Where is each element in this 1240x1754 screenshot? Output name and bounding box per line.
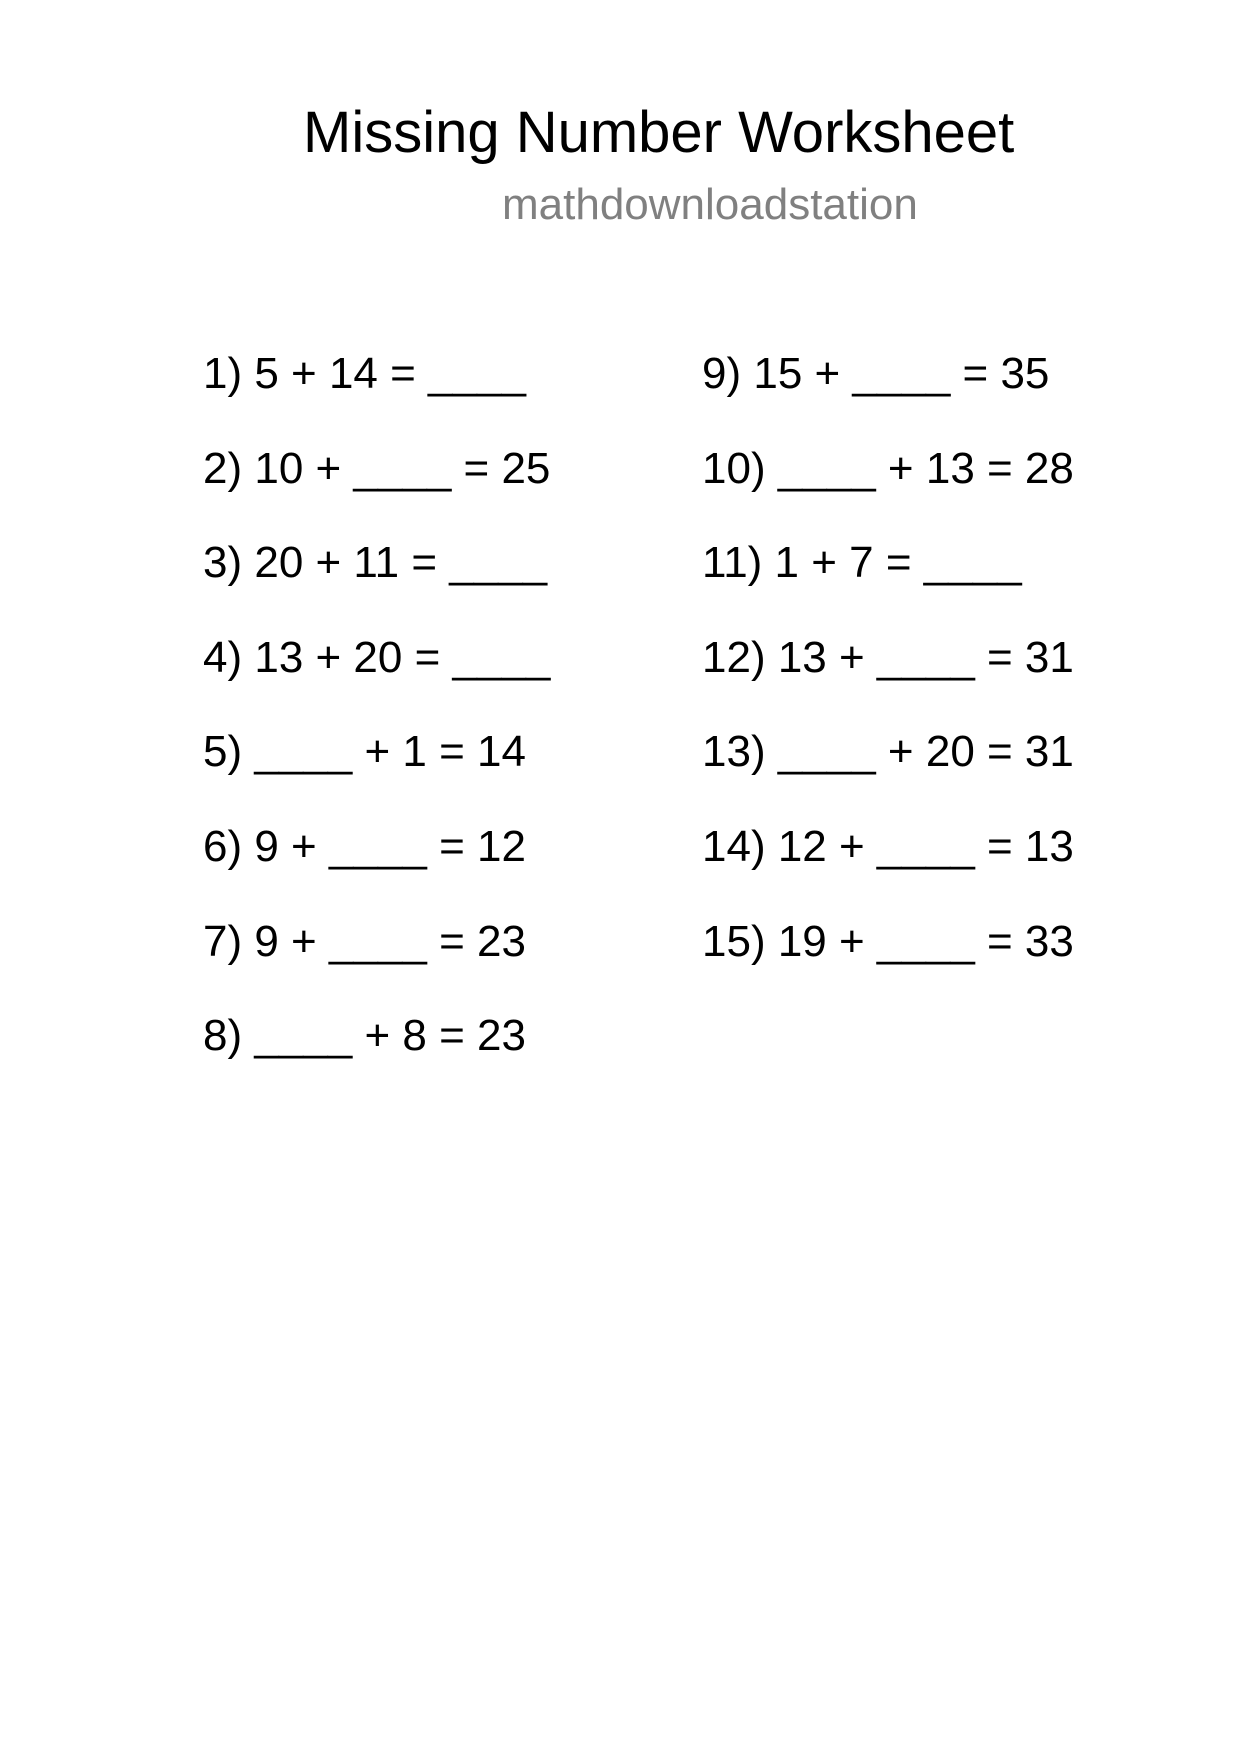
- problem-8: 8) ____ + 8 = 23: [203, 1011, 526, 1061]
- problem-10: 10) ____ + 13 = 28: [702, 443, 1074, 493]
- problem-3: 3) 20 + 11 = ____: [203, 538, 548, 588]
- worksheet-title: Missing Number Worksheet: [303, 100, 1015, 165]
- problem-1: 1) 5 + 14 = ____: [203, 349, 526, 398]
- problem-6: 6) 9 + ____ = 12: [203, 821, 526, 871]
- problems-column-left: [203, 349, 550, 1106]
- problem-5: 5) ____ + 1 = 14: [203, 727, 526, 777]
- problem-9: 9) 15 + ____ = 35: [702, 349, 1050, 398]
- problem-4: 4) 13 + 20 = ____: [203, 632, 551, 682]
- problem-14: 14) 12 + ____ = 13: [702, 821, 1074, 871]
- problem-15: 15) 19 + ____ = 33: [702, 916, 1074, 966]
- worksheet-source: mathdownloadstation: [502, 180, 918, 229]
- problem-7: 7) 9 + ____ = 23: [203, 916, 526, 966]
- problem-11: 11) 1 + 7 = ____: [702, 538, 1022, 588]
- problems-column-right: [702, 349, 1074, 1011]
- problem-13: 13) ____ + 20 = 31: [702, 727, 1074, 777]
- problem-12: 12) 13 + ____ = 31: [702, 632, 1074, 682]
- problem-2: 2) 10 + ____ = 25: [203, 443, 551, 493]
